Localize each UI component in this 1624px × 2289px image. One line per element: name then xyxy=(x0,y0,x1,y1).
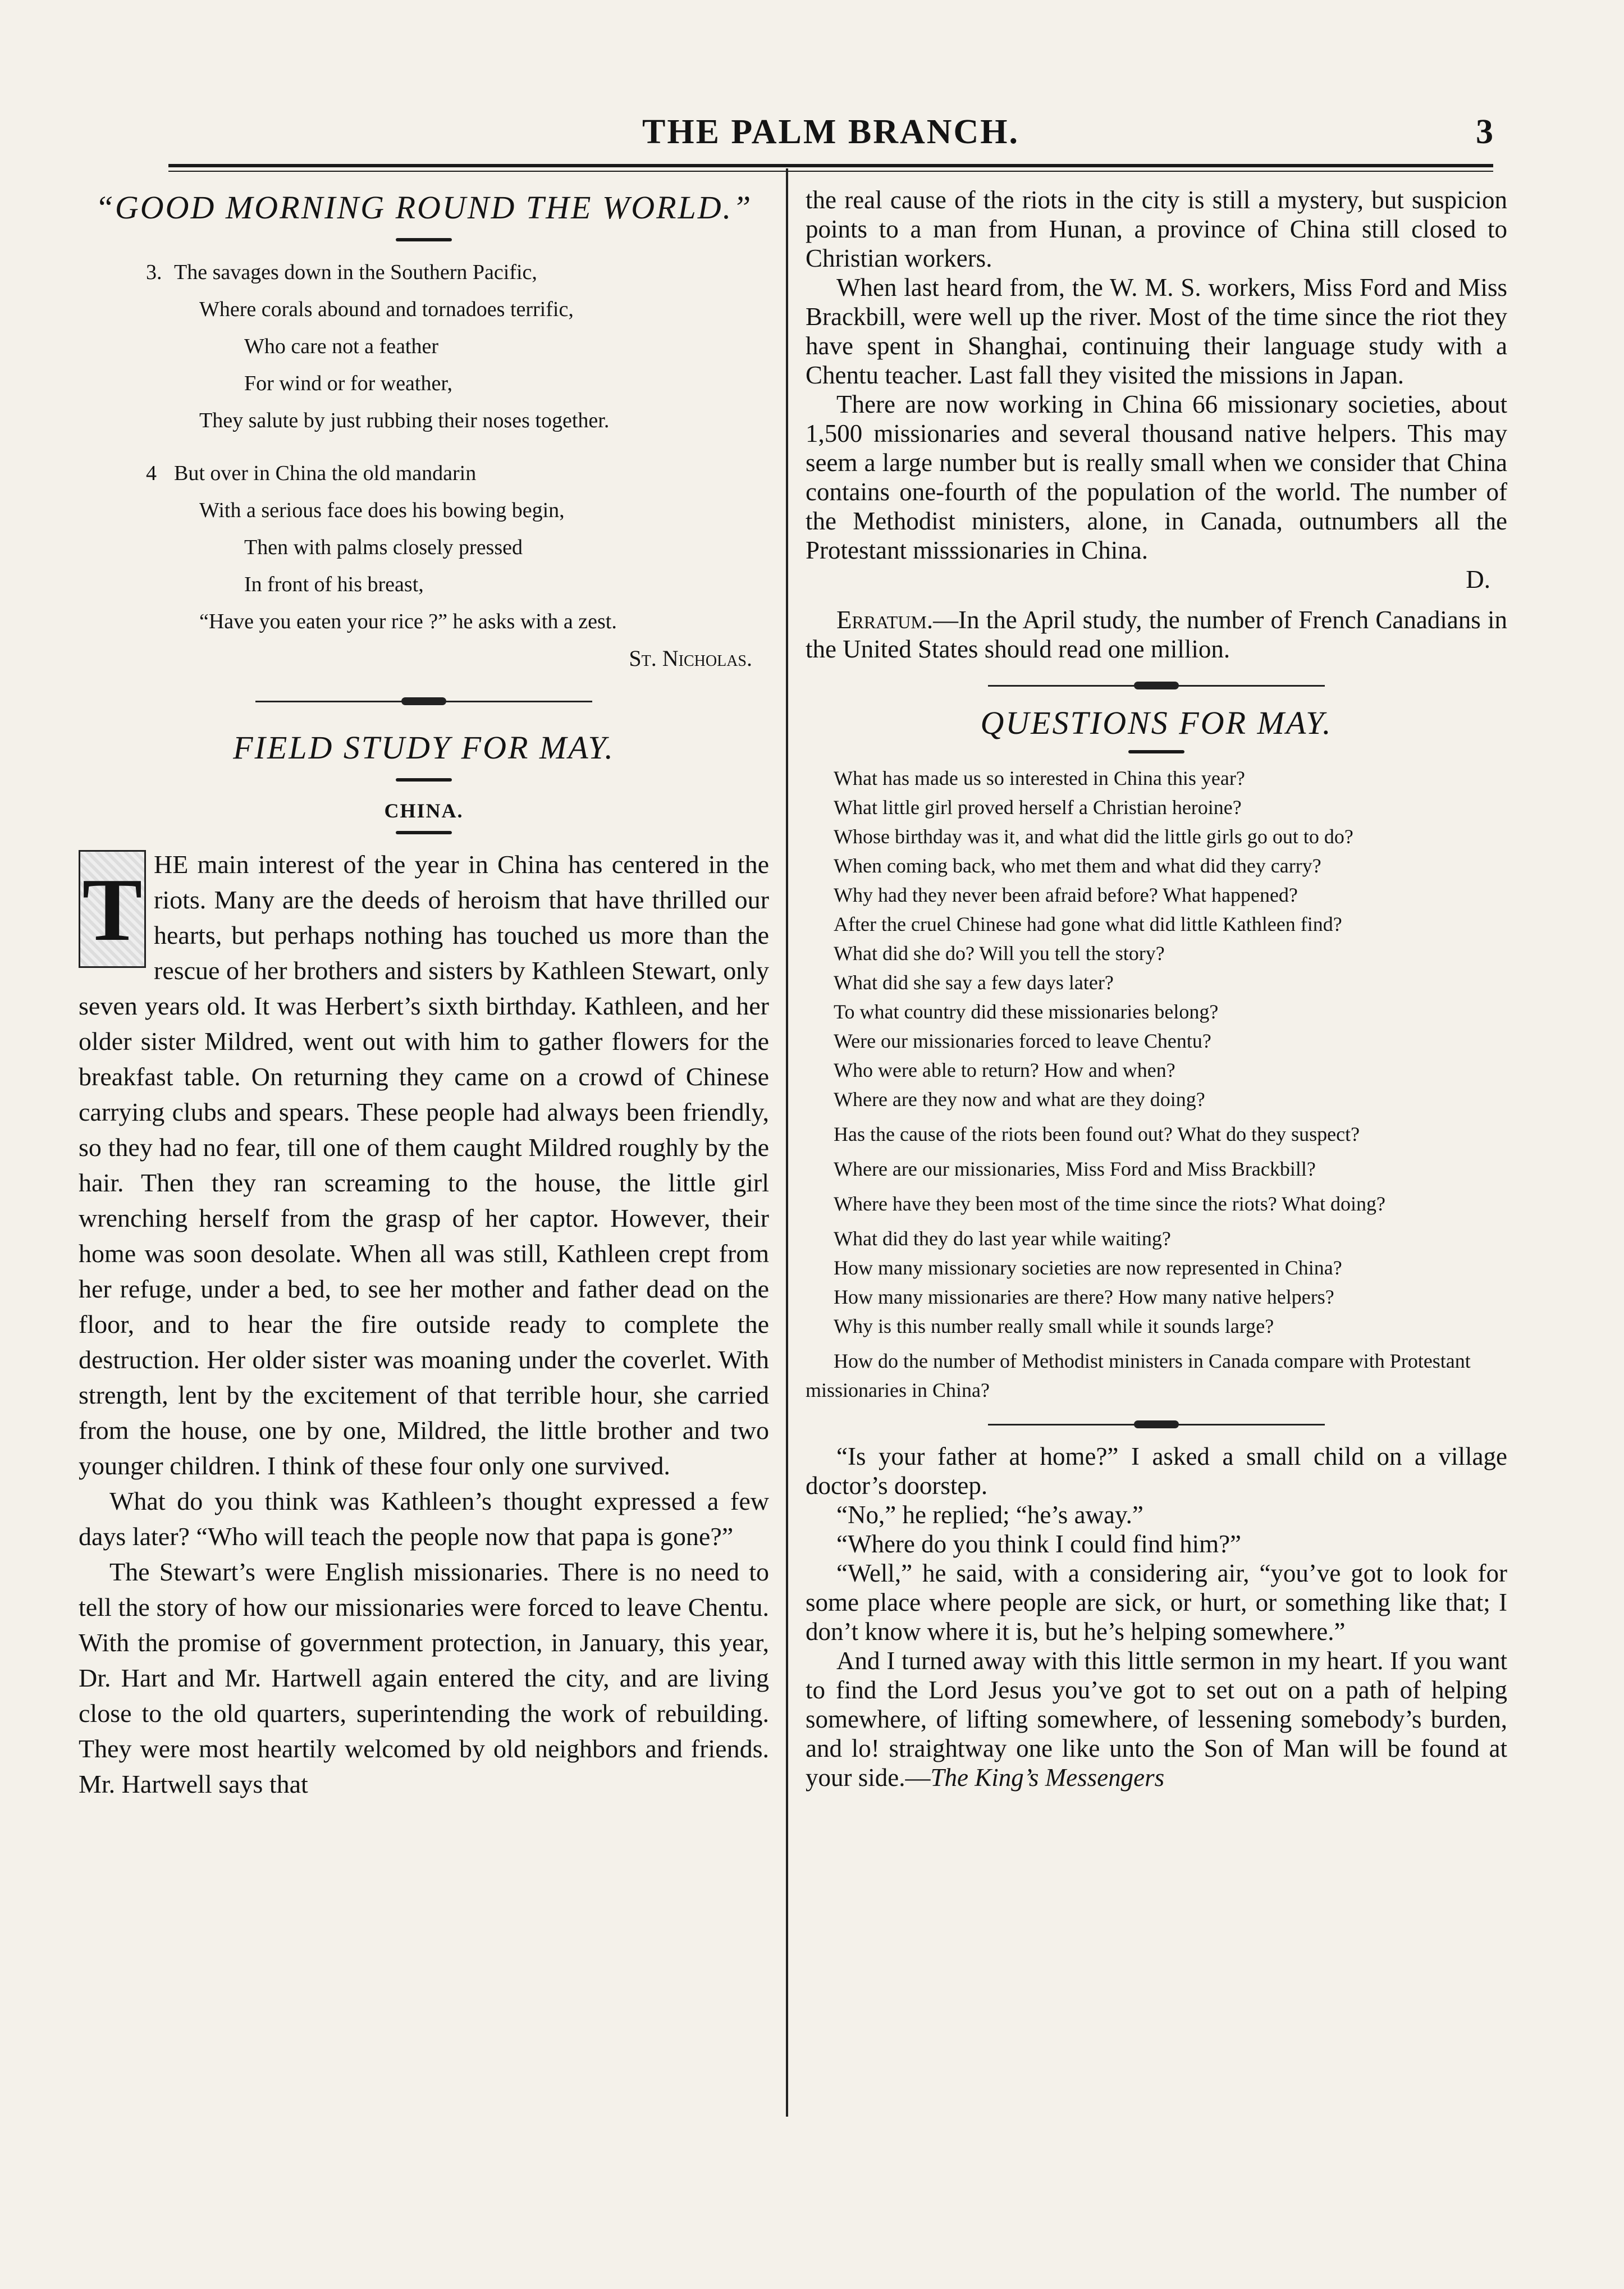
question-item: Where are they now and what are they doing? xyxy=(834,1088,1205,1111)
field-study-paragraph: What do you think was Kathleen’s thought expressed a few days later? “Who will teach the people now that papa is gone?” xyxy=(79,1487,769,1551)
poem-line: “Have you eaten your rice ?” he asks with a zest. xyxy=(199,610,617,633)
field-study-continued xyxy=(806,185,1507,664)
field-study-subtitle: CHINA. xyxy=(384,799,464,822)
question-item: Who were able to return? How and when? xyxy=(834,1059,1175,1081)
drop-cap: T xyxy=(79,850,146,968)
poem-line: Then with palms closely pressed xyxy=(244,536,523,559)
story-paragraph: “Where do you think I could find him?” xyxy=(836,1530,1242,1558)
stanza-number: 4 xyxy=(146,462,157,485)
field-study-subtitle-rule xyxy=(396,831,452,834)
story-paragraph: “Well,” he said, with a considering air, “you’ve got to look for some place where people are sick, or hurt, or something like that; I don’t know where it is, but he’s helping somewhere.” xyxy=(806,1559,1507,1646)
poem-stanza-3 xyxy=(79,254,769,439)
question-item: How many missionaries are there? How many native helpers? xyxy=(834,1286,1334,1308)
questions-title: QUESTIONS FOR MAY. xyxy=(980,705,1333,741)
poem xyxy=(79,254,769,677)
section-divider xyxy=(988,1417,1325,1432)
question-item: When coming back, who met them and what did they carry? xyxy=(834,855,1321,877)
question-item: How do the number of Methodist ministers in Canada compare with Protestant missionaries in China? xyxy=(806,1350,1471,1401)
poem-credit: St. Nicholas. xyxy=(629,646,752,671)
question-item: To what country did these missionaries belong? xyxy=(834,1000,1219,1023)
question-item: How many missionary societies are now represented in China? xyxy=(834,1257,1342,1279)
poem-title: “GOOD MORNING ROUND THE WORLD.” xyxy=(95,189,753,226)
field-study-body xyxy=(79,847,769,1802)
story xyxy=(806,1442,1507,1792)
story-paragraph: “No,” he replied; “he’s away.” xyxy=(836,1501,1143,1529)
section-divider xyxy=(255,694,592,709)
question-item: What did she do? Will you tell the story? xyxy=(834,942,1165,965)
field-study-paragraph: the real cause of the riots in the city is still a mystery, but suspicion points to a man from Hunan, a province of China still closed to Christian workers. xyxy=(806,186,1507,272)
erratum-text: —In the April study, the number of French Canadians in the United States should read one million. xyxy=(806,606,1507,663)
masthead xyxy=(168,112,1493,157)
question-item: What did they do last year while waiting? xyxy=(834,1227,1171,1250)
page-number: 3 xyxy=(1476,113,1493,151)
header-rule-thick xyxy=(168,164,1493,167)
poem-line: But over in China the old mandarin xyxy=(174,462,477,485)
poem-line: Who care not a feather xyxy=(244,335,439,358)
poem-title-rule xyxy=(396,238,452,241)
stanza-number: 3. xyxy=(146,261,162,284)
poem-line: With a serious face does his bowing begin, xyxy=(199,499,565,522)
field-study-paragraph: The Stewart’s were English missionaries. There is no need to tell the story of how our missionaries were forced to leave Chentu. With the promise of government protection, in January, this year, Dr. Hart and Mr. Hartwell again entered the city, and are living close to the old quarters, superintending the work of rebuilding. They were most heartily welcomed by old neighbors and friends. Mr. Hartwell says that xyxy=(79,1557,769,1798)
question-item: What little girl proved herself a Christian heroine? xyxy=(834,796,1242,819)
field-study-signature: D. xyxy=(1466,565,1490,593)
poem-line: Where corals abound and tornadoes terrific, xyxy=(199,298,574,321)
question-item: Whose birthday was it, and what did the little girls go out to do? xyxy=(834,825,1353,848)
poem-line: For wind or for weather, xyxy=(244,372,452,395)
poem-line: In front of his breast, xyxy=(244,573,424,596)
question-item: What did she say a few days later? xyxy=(834,971,1114,994)
question-item: Where have they been most of the time since the riots? What doing? xyxy=(834,1193,1386,1215)
field-study-title-rule xyxy=(396,778,452,782)
section-divider xyxy=(988,678,1325,693)
field-study-paragraph: T HE main interest of the year in China has centered in the riots. Many are the deeds of heroism that have thrilled our hearts, but perhaps nothing has touched us more than the rescue of her brothers and sisters by Kathleen Stewart, only seven years old. It was Herbert’s sixth birthday. Kathleen, and her older sister Mildred, went out with him to gather flowers for the breakfast table. On returning they came on a crowd of Chinese carrying clubs and spears. These people had always been friendly, so they had no fear, till one of them caught Mildred roughly by the hair. Then they ran screaming to the house, the little girl wrenching herself from the grasp of her captor. However, their home was soon desolate. When all was still, Kathleen crept from her refuge, under a bed, to see her mother and father dead on the floor, and to hear the fire outside ready to complete the destruction. Her older sister was moaning under the coverlet. With strength, lent by the excitement of that terrible hour, she carried from the house, one by one, Mildred, the little brother and two younger children. I think of these four only one survived. xyxy=(79,850,770,1480)
column-divider xyxy=(786,168,788,2117)
story-source: The King’s Messengers xyxy=(930,1763,1165,1792)
questions-title-rule xyxy=(1128,750,1184,753)
question-item: Where are our missionaries, Miss Ford and Miss Brackbill? xyxy=(834,1158,1316,1180)
story-paragraph: And I turned away with this little sermon in my heart. If you want to find the Lord Jesus you’ve got to set out on a path of helping somewhere, of lifting somewhere, of lessening somebody’s burden, and lo! straightway one like unto the Son of Man will be found at your side.—The King’s Messengers xyxy=(806,1647,1507,1792)
story-paragraph: “Is your father at home?” I asked a small child on a village doctor’s doorstep. xyxy=(806,1442,1507,1500)
field-study-paragraph: There are now working in China 66 missionary societies, about 1,500 missionaries and several thousand native helpers. This may seem a large number but is really small when we consider that China contains one-fourth of the population of the world. The number of the Methodist ministers, alone, in Canada, outnumbers all the Protestant misssionaries in China. xyxy=(806,390,1507,564)
question-item: After the cruel Chinese had gone what did little Kathleen find? xyxy=(834,913,1342,935)
left-column xyxy=(79,185,769,1802)
question-item: Has the cause of the riots been found out? What do they suspect? xyxy=(834,1123,1360,1145)
erratum xyxy=(806,605,1507,664)
publication-title: THE PALM BRANCH. xyxy=(642,113,1020,151)
right-column xyxy=(806,185,1507,1792)
field-study-title: FIELD STUDY FOR MAY. xyxy=(233,729,615,766)
poem-line: They salute by just rubbing their noses together. xyxy=(199,409,610,432)
poem-line: The savages down in the Southern Pacific, xyxy=(174,261,537,284)
questions-list xyxy=(806,764,1507,1405)
poem-stanza-4 xyxy=(79,455,769,677)
header-rule-thin xyxy=(168,171,1493,172)
question-item: Why is this number really small while it sounds large? xyxy=(834,1315,1274,1337)
question-item: Were our missionaries forced to leave Chentu? xyxy=(834,1030,1211,1052)
erratum-label: Erratum. xyxy=(836,606,934,634)
field-study-paragraph: When last heard from, the W. M. S. workers, Miss Ford and Miss Brackbill, were well up the river. Most of the time since the riot they have spent in Shanghai, continuing their language study with a Chentu teacher. Last fall they visited the missions in Japan. xyxy=(806,273,1507,389)
question-item: What has made us so interested in China this year? xyxy=(834,767,1245,789)
question-item: Why had they never been afraid before? What happened? xyxy=(834,884,1298,906)
